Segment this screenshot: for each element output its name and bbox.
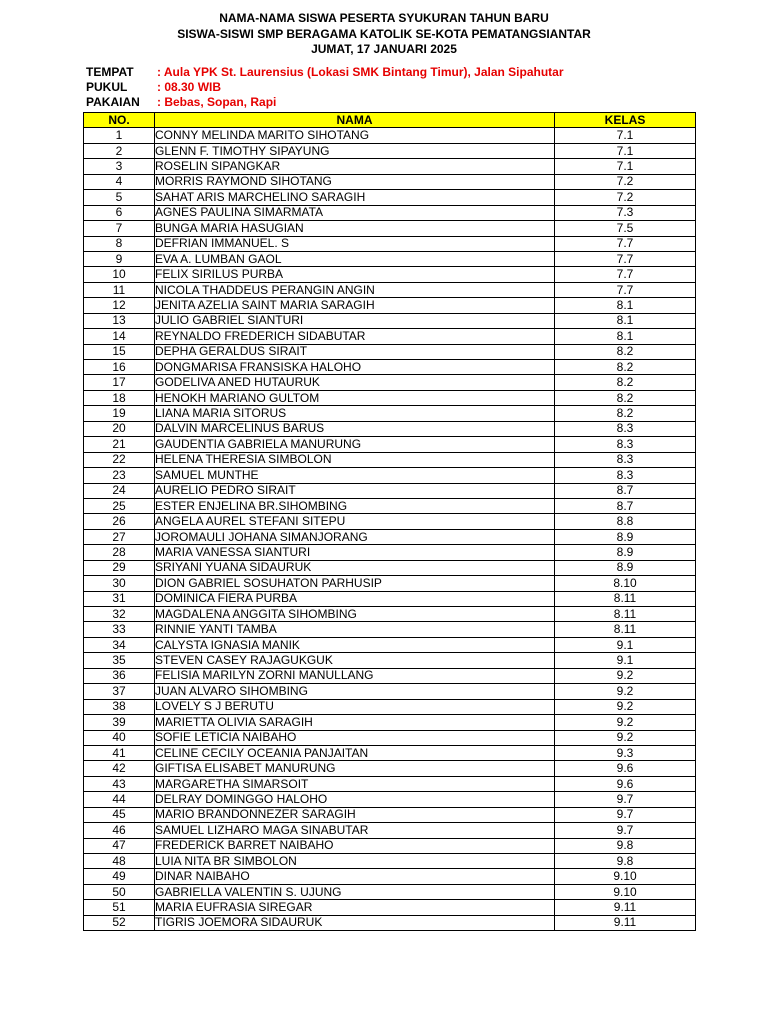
table-row xyxy=(84,205,696,220)
student-class: 7.7 xyxy=(555,267,696,282)
table-row xyxy=(84,498,696,513)
student-name: FELIX SIRILUS PURBA xyxy=(155,267,555,282)
student-name: MARGARETHA SIMARSOIT xyxy=(155,776,555,791)
table-row xyxy=(84,854,696,869)
student-name: DION GABRIEL SOSUHATON PARHUSIP xyxy=(155,576,555,591)
row-number: 26 xyxy=(84,514,155,529)
student-class: 8.11 xyxy=(555,622,696,637)
table-row xyxy=(84,406,696,421)
row-number: 6 xyxy=(84,205,155,220)
student-class: 9.2 xyxy=(555,715,696,730)
table-row xyxy=(84,529,696,544)
student-class: 8.1 xyxy=(555,298,696,313)
row-number: 16 xyxy=(84,360,155,375)
column-header-kelas: KELAS xyxy=(555,113,696,128)
table-row xyxy=(84,653,696,668)
row-number: 4 xyxy=(84,174,155,189)
table-row xyxy=(84,730,696,745)
student-name: MORRIS RAYMOND SIHOTANG xyxy=(155,174,555,189)
student-name: GIFTISA ELISABET MANURUNG xyxy=(155,761,555,776)
student-name: SAMUEL LIZHARO MAGA SINABUTAR xyxy=(155,823,555,838)
student-name: MARIA EUFRASIA SIREGAR xyxy=(155,900,555,915)
row-number: 5 xyxy=(84,190,155,205)
student-class: 8.3 xyxy=(555,452,696,467)
student-class: 9.7 xyxy=(555,792,696,807)
table-row xyxy=(84,313,696,328)
table-row xyxy=(84,236,696,251)
table-row xyxy=(84,437,696,452)
row-number: 43 xyxy=(84,776,155,791)
table-row xyxy=(84,776,696,791)
table-body xyxy=(84,128,696,931)
student-class: 9.1 xyxy=(555,653,696,668)
pakaian-value: : Bebas, Sopan, Rapi xyxy=(157,95,277,109)
student-name: MARIA VANESSA SIANTURI xyxy=(155,545,555,560)
row-number: 14 xyxy=(84,329,155,344)
student-class: 7.5 xyxy=(555,221,696,236)
student-class: 8.7 xyxy=(555,483,696,498)
table-row xyxy=(84,668,696,683)
row-number: 15 xyxy=(84,344,155,359)
student-class: 7.1 xyxy=(555,143,696,158)
table-row xyxy=(84,838,696,853)
row-number: 19 xyxy=(84,406,155,421)
table-row xyxy=(84,360,696,375)
student-name: JENITA AZELIA SAINT MARIA SARAGIH xyxy=(155,298,555,313)
table-row xyxy=(84,823,696,838)
student-class: 9.3 xyxy=(555,745,696,760)
student-class: 9.7 xyxy=(555,807,696,822)
row-number: 49 xyxy=(84,869,155,884)
table-row xyxy=(84,761,696,776)
row-number: 39 xyxy=(84,715,155,730)
row-number: 46 xyxy=(84,823,155,838)
table-row xyxy=(84,745,696,760)
student-class: 9.11 xyxy=(555,915,696,930)
table-row xyxy=(84,715,696,730)
document-date: JUMAT, 17 JANUARI 2025 xyxy=(311,42,457,56)
row-number: 38 xyxy=(84,699,155,714)
student-name: ANGELA AUREL STEFANI SITEPU xyxy=(155,514,555,529)
row-number: 8 xyxy=(84,236,155,251)
student-class: 8.1 xyxy=(555,329,696,344)
student-name: DELRAY DOMINGGO HALOHO xyxy=(155,792,555,807)
student-name: RINNIE YANTI TAMBA xyxy=(155,622,555,637)
column-header-nama: NAMA xyxy=(155,113,555,128)
table-row xyxy=(84,699,696,714)
row-number: 37 xyxy=(84,684,155,699)
student-class: 8.9 xyxy=(555,560,696,575)
student-name: NICOLA THADDEUS PERANGIN ANGIN xyxy=(155,282,555,297)
student-class: 9.2 xyxy=(555,684,696,699)
table-row xyxy=(84,221,696,236)
document-subtitle: SISWA-SISWI SMP BERAGAMA KATOLIK SE-KOTA PEMATANGSIANTAR xyxy=(177,26,591,41)
row-number: 32 xyxy=(84,607,155,622)
student-class: 7.7 xyxy=(555,251,696,266)
row-number: 45 xyxy=(84,807,155,822)
table-row xyxy=(84,251,696,266)
student-name: DONGMARISA FRANSISKA HALOHO xyxy=(155,360,555,375)
student-class: 8.2 xyxy=(555,406,696,421)
student-class: 8.10 xyxy=(555,576,696,591)
row-number: 52 xyxy=(84,915,155,930)
table-row xyxy=(84,900,696,915)
row-number: 3 xyxy=(84,159,155,174)
row-number: 33 xyxy=(84,622,155,637)
table-row xyxy=(84,622,696,637)
student-name: STEVEN CASEY RAJAGUKGUK xyxy=(155,653,555,668)
student-class: 8.9 xyxy=(555,545,696,560)
student-name: LUIA NITA BR SIMBOLON xyxy=(155,854,555,869)
table-row xyxy=(84,514,696,529)
student-name: LIANA MARIA SITORUS xyxy=(155,406,555,421)
student-name: GABRIELLA VALENTIN S. UJUNG xyxy=(155,884,555,899)
student-class: 8.7 xyxy=(555,498,696,513)
table-row xyxy=(84,421,696,436)
table-header-row xyxy=(84,113,696,128)
student-name: MARIETTA OLIVIA SARAGIH xyxy=(155,715,555,730)
table-row xyxy=(84,128,696,143)
student-name: DINAR NAIBAHO xyxy=(155,869,555,884)
row-number: 1 xyxy=(84,128,155,143)
student-name: JUAN ALVARO SIHOMBING xyxy=(155,684,555,699)
student-name: LOVELY S J BERUTU xyxy=(155,699,555,714)
row-number: 18 xyxy=(84,390,155,405)
table-row xyxy=(84,174,696,189)
row-number: 50 xyxy=(84,884,155,899)
student-name: AURELIO PEDRO SIRAIT xyxy=(155,483,555,498)
row-number: 17 xyxy=(84,375,155,390)
student-class: 9.1 xyxy=(555,637,696,652)
student-class: 7.7 xyxy=(555,236,696,251)
row-number: 11 xyxy=(84,282,155,297)
row-number: 25 xyxy=(84,498,155,513)
student-name: FELISIA MARILYN ZORNI MANULLANG xyxy=(155,668,555,683)
student-name: MARIO BRANDONNEZER SARAGIH xyxy=(155,807,555,822)
student-class: 8.3 xyxy=(555,468,696,483)
row-number: 31 xyxy=(84,591,155,606)
table-row xyxy=(84,684,696,699)
row-number: 23 xyxy=(84,468,155,483)
student-class: 9.8 xyxy=(555,854,696,869)
table-row xyxy=(84,869,696,884)
student-name: GAUDENTIA GABRIELA MANURUNG xyxy=(155,437,555,452)
table-row xyxy=(84,591,696,606)
student-class: 7.1 xyxy=(555,128,696,143)
student-name: ESTER ENJELINA BR.SIHOMBING xyxy=(155,498,555,513)
student-class: 9.6 xyxy=(555,776,696,791)
row-number: 21 xyxy=(84,437,155,452)
row-number: 48 xyxy=(84,854,155,869)
row-number: 10 xyxy=(84,267,155,282)
student-class: 8.11 xyxy=(555,607,696,622)
table-row xyxy=(84,915,696,930)
table-row xyxy=(84,190,696,205)
student-class: 8.8 xyxy=(555,514,696,529)
row-number: 41 xyxy=(84,745,155,760)
table-row xyxy=(84,576,696,591)
student-name: HELENA THERESIA SIMBOLON xyxy=(155,452,555,467)
student-class: 7.2 xyxy=(555,174,696,189)
student-class: 9.2 xyxy=(555,668,696,683)
row-number: 13 xyxy=(84,313,155,328)
student-class: 8.2 xyxy=(555,360,696,375)
row-number: 42 xyxy=(84,761,155,776)
table-row xyxy=(84,390,696,405)
table-row xyxy=(84,452,696,467)
student-class: 9.8 xyxy=(555,838,696,853)
row-number: 9 xyxy=(84,251,155,266)
table-row xyxy=(84,545,696,560)
student-name: TIGRIS JOEMORA SIDAURUK xyxy=(155,915,555,930)
table-row xyxy=(84,267,696,282)
student-class: 7.7 xyxy=(555,282,696,297)
row-number: 30 xyxy=(84,576,155,591)
table-row xyxy=(84,607,696,622)
info-row-tempat xyxy=(86,65,564,80)
row-number: 12 xyxy=(84,298,155,313)
student-class: 9.11 xyxy=(555,900,696,915)
event-info xyxy=(86,65,564,110)
table-row xyxy=(84,344,696,359)
student-name: GLENN F. TIMOTHY SIPAYUNG xyxy=(155,143,555,158)
student-class: 8.2 xyxy=(555,375,696,390)
student-name: SOFIE LETICIA NAIBAHO xyxy=(155,730,555,745)
student-class: 8.3 xyxy=(555,421,696,436)
student-name: REYNALDO FREDERICH SIDABUTAR xyxy=(155,329,555,344)
student-name: CALYSTA IGNASIA MANIK xyxy=(155,637,555,652)
student-name: SAMUEL MUNTHE xyxy=(155,468,555,483)
table-row xyxy=(84,560,696,575)
table-row xyxy=(84,483,696,498)
student-class: 7.3 xyxy=(555,205,696,220)
row-number: 47 xyxy=(84,838,155,853)
student-name: DALVIN MARCELINUS BARUS xyxy=(155,421,555,436)
row-number: 35 xyxy=(84,653,155,668)
table-row xyxy=(84,884,696,899)
pukul-value: : 08.30 WIB xyxy=(157,80,222,94)
student-class: 9.7 xyxy=(555,823,696,838)
student-class: 9.6 xyxy=(555,761,696,776)
student-class: 9.2 xyxy=(555,730,696,745)
row-number: 27 xyxy=(84,529,155,544)
table-row xyxy=(84,807,696,822)
student-name: SAHAT ARIS MARCHELINO SARAGIH xyxy=(155,190,555,205)
student-name: DOMINICA FIERA PURBA xyxy=(155,591,555,606)
tempat-label: TEMPAT xyxy=(86,65,134,79)
student-class: 8.2 xyxy=(555,390,696,405)
info-row-pakaian xyxy=(86,95,564,110)
row-number: 29 xyxy=(84,560,155,575)
row-number: 22 xyxy=(84,452,155,467)
table-row xyxy=(84,375,696,390)
row-number: 28 xyxy=(84,545,155,560)
student-name: CONNY MELINDA MARITO SIHOTANG xyxy=(155,128,555,143)
table-row xyxy=(84,792,696,807)
document-title: NAMA-NAMA SISWA PESERTA SYUKURAN TAHUN BARU xyxy=(219,11,549,25)
student-class: 7.1 xyxy=(555,159,696,174)
student-class: 7.2 xyxy=(555,190,696,205)
student-table xyxy=(83,112,696,931)
student-name: MAGDALENA ANGGITA SIHOMBING xyxy=(155,607,555,622)
table-row xyxy=(84,298,696,313)
student-class: 8.9 xyxy=(555,529,696,544)
student-name: EVA A. LUMBAN GAOL xyxy=(155,251,555,266)
student-class: 9.2 xyxy=(555,699,696,714)
student-name: GODELIVA ANED HUTAURUK xyxy=(155,375,555,390)
table-row xyxy=(84,159,696,174)
table-row xyxy=(84,143,696,158)
student-class: 8.3 xyxy=(555,437,696,452)
student-class: 8.11 xyxy=(555,591,696,606)
row-number: 24 xyxy=(84,483,155,498)
column-header-no: NO. xyxy=(84,113,155,128)
row-number: 34 xyxy=(84,637,155,652)
row-number: 20 xyxy=(84,421,155,436)
student-name: JULIO GABRIEL SIANTURI xyxy=(155,313,555,328)
row-number: 44 xyxy=(84,792,155,807)
student-name: AGNES PAULINA SIMARMATA xyxy=(155,205,555,220)
student-class: 8.2 xyxy=(555,344,696,359)
document-header xyxy=(0,11,768,58)
student-class: 9.10 xyxy=(555,884,696,899)
pakaian-label: PAKAIAN xyxy=(86,95,140,109)
student-name: CELINE CECILY OCEANIA PANJAITAN xyxy=(155,745,555,760)
row-number: 7 xyxy=(84,221,155,236)
student-name: SRIYANI YUANA SIDAURUK xyxy=(155,560,555,575)
info-row-pukul xyxy=(86,80,564,95)
row-number: 40 xyxy=(84,730,155,745)
pukul-label: PUKUL xyxy=(86,80,128,94)
table-row xyxy=(84,468,696,483)
table-row xyxy=(84,637,696,652)
row-number: 36 xyxy=(84,668,155,683)
student-name: ROSELIN SIPANGKAR xyxy=(155,159,555,174)
student-class: 9.10 xyxy=(555,869,696,884)
student-name: BUNGA MARIA HASUGIAN xyxy=(155,221,555,236)
student-name: FREDERICK BARRET NAIBAHO xyxy=(155,838,555,853)
student-name: DEFRIAN IMMANUEL. S xyxy=(155,236,555,251)
row-number: 51 xyxy=(84,900,155,915)
table-row xyxy=(84,282,696,297)
student-name: HENOKH MARIANO GULTOM xyxy=(155,390,555,405)
student-class: 8.1 xyxy=(555,313,696,328)
student-name: JOROMAULI JOHANA SIMANJORANG xyxy=(155,529,555,544)
tempat-value: : Aula YPK St. Laurensius (Lokasi SMK Bintang Timur), Jalan Sipahutar xyxy=(157,65,564,79)
student-name: DEPHA GERALDUS SIRAIT xyxy=(155,344,555,359)
table-row xyxy=(84,329,696,344)
row-number: 2 xyxy=(84,143,155,158)
